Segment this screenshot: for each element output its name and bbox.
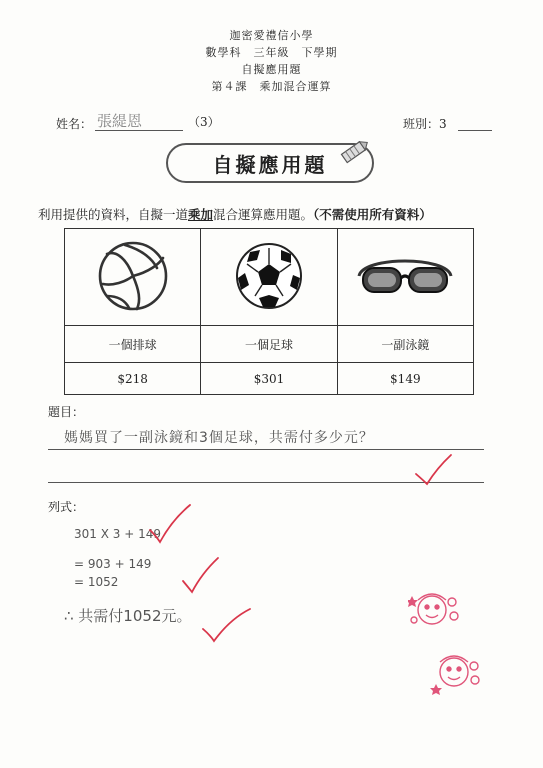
working-line: = 1052 bbox=[74, 575, 119, 589]
student-number: （3） bbox=[188, 115, 220, 129]
volleyball-icon bbox=[95, 238, 171, 314]
class-label: 班別：3 bbox=[403, 117, 447, 131]
item-name-soccer-ball: 一個足球 bbox=[201, 326, 337, 363]
working-line: = 903 + 149 bbox=[74, 557, 152, 571]
pencil-icon bbox=[338, 134, 372, 168]
soccer-ball-icon bbox=[233, 240, 305, 312]
school-name: 迦密愛禮信小學 bbox=[229, 29, 314, 42]
name-label: 姓名： bbox=[56, 117, 93, 131]
question-answer: 媽媽買了一副泳鏡和3個足球，共需付多少元？ bbox=[64, 430, 374, 446]
item-cell bbox=[65, 229, 201, 326]
check-mark-icon bbox=[146, 502, 194, 546]
answer-line bbox=[48, 449, 484, 450]
table-row bbox=[65, 326, 474, 363]
teacher-stamp-icon bbox=[408, 586, 462, 634]
item-cell bbox=[201, 229, 337, 326]
working-label: 列式： bbox=[48, 500, 85, 514]
instruction-note: （不需使用所有資料） bbox=[313, 207, 432, 222]
item-name-goggles: 一副泳鏡 bbox=[337, 326, 473, 363]
item-price-goggles: $149 bbox=[337, 363, 473, 395]
working-conclusion: ∴ 共需付1052元。 bbox=[64, 607, 192, 625]
topic-title: 自擬應用題 bbox=[241, 63, 302, 76]
check-mark-icon bbox=[200, 605, 254, 645]
check-mark-icon bbox=[180, 555, 222, 595]
question-label: 題目： bbox=[48, 405, 85, 419]
table-row bbox=[65, 229, 474, 326]
class-underline bbox=[458, 130, 492, 131]
teacher-stamp-icon bbox=[428, 648, 482, 696]
student-name: 張緹恩 bbox=[97, 112, 143, 130]
banner-title: 自擬應用題 bbox=[212, 152, 328, 177]
course-info: 數學科 三年級 下學期 bbox=[205, 46, 338, 59]
instruction-text: 利用提供的資料，自擬一道乘加混合運算應用題。（不需使用所有資料） bbox=[38, 207, 432, 222]
item-name-volleyball: 一個排球 bbox=[65, 326, 201, 363]
item-cell bbox=[337, 229, 473, 326]
name-underline bbox=[95, 130, 183, 131]
working-line: 301 X 3 + 149 bbox=[74, 527, 161, 541]
lesson-title: 第４課 乘加混合運算 bbox=[211, 80, 332, 93]
swim-goggles-icon bbox=[355, 246, 455, 306]
check-mark-icon bbox=[413, 452, 455, 488]
item-price-volleyball: $218 bbox=[65, 363, 201, 395]
instruction-emphasis: 乘加 bbox=[188, 207, 214, 222]
table-row bbox=[65, 363, 474, 395]
item-price-soccer-ball: $301 bbox=[201, 363, 337, 395]
items-table bbox=[64, 228, 474, 395]
